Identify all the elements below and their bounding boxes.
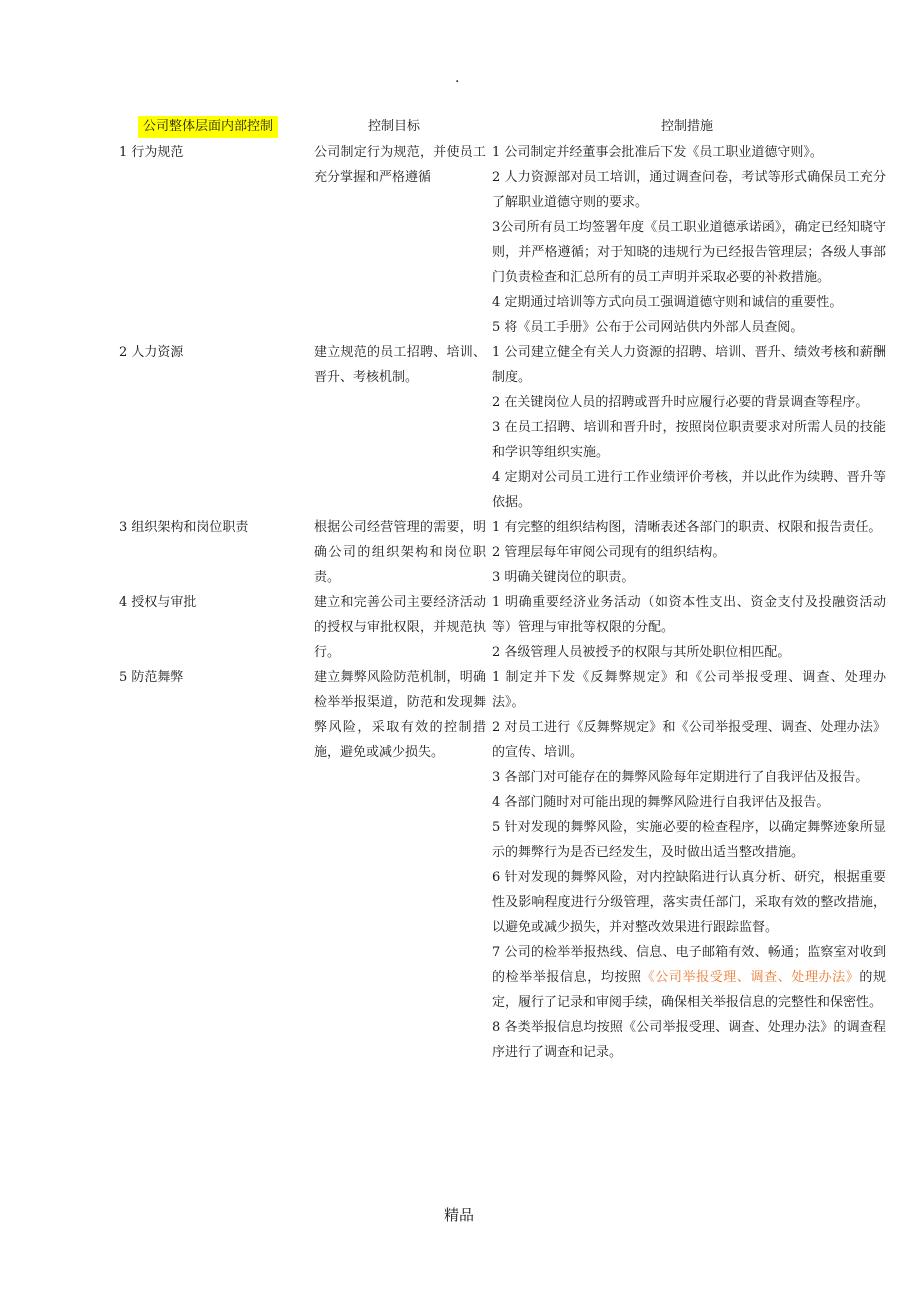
page-top-mark: . — [455, 70, 460, 86]
row-measures — [492, 665, 886, 1065]
measure-item: 1 公司建立健全有关人力资源的招聘、培训、晋升、绩效考核和薪酬制度。 — [492, 345, 886, 385]
table-row — [0, 140, 920, 340]
highlighted-document-title: 《公司举报受理、调查、处理办法》 — [641, 970, 860, 985]
control-table — [0, 140, 920, 1065]
measure-text: 7 公司的检举举报热线、信息、电子邮箱有效、畅通；监察室对收到的检举举报信息，均按照 — [492, 945, 886, 985]
measure-item: 6 针对发现的舞弊风险，对内控缺陷进行认真分析、研究，根据重要性及影响程度进行分级管理，落实责任部门，采取有效的整改措施，以避免或减少损失，并对整改效果进行跟踪监督。 — [492, 870, 886, 935]
page-footer: 精品 — [444, 1206, 475, 1224]
row-goal: 建立和完善公司主要经济活动的授权与审批权限，并规范执行。 — [314, 595, 486, 660]
measure-item: 2 人力资源部对员工培训，通过调查问卷，考试等形式确保员工充分了解职业道德守则的要求。 — [492, 170, 886, 210]
measure-item: 4 定期对公司员工进行工作业绩评价考核，并以此作为续聘、晋升等依据。 — [492, 470, 886, 510]
row-title: 4 授权与审批 — [119, 595, 197, 610]
measure-item — [492, 940, 886, 1015]
row-measures — [492, 590, 886, 665]
row-measures — [492, 515, 886, 590]
measure-item: 3公司所有员工均签署年度《员工职业道德承诺函》，确定已经知晓守则，并严格遵循；对于知晓的违规行为已经报告管理层；各级人事部门负责检查和汇总所有的员工声明并采取必要的补救措施。 — [492, 220, 886, 285]
measure-item: 5 将《员工手册》公布于公司网站供内外部人员查阅。 — [492, 320, 804, 335]
row-goal: 根据公司经营管理的需要，明确公司的组织架构和岗位职责。 — [314, 520, 486, 585]
measure-item: 8 各类举报信息均按照《公司举报受理、调查、处理办法》的调查程序进行了调查和记录。 — [492, 1020, 886, 1060]
header-control-measures: 控制措施 — [661, 119, 714, 134]
measure-item: 3 明确关键岗位的职责。 — [492, 570, 635, 585]
row-goal: 建立规范的员工招聘、培训、晋升、考核机制。 — [314, 345, 486, 385]
row-measures — [492, 340, 886, 515]
measure-item: 3 各部门对可能存在的舞弊风险每年定期进行了自我评估及报告。 — [492, 770, 869, 785]
measure-item: 2 管理层每年审阅公司现有的组织结构。 — [492, 545, 726, 560]
row-measures — [492, 140, 886, 340]
row-title: 2 人力资源 — [119, 345, 184, 360]
measure-item: 3 在员工招聘、培训和晋升时，按照岗位职责要求对所需人员的技能和学识等组织实施。 — [492, 420, 886, 460]
row-title: 3 组织架构和岗位职责 — [119, 520, 249, 535]
measure-item: 1 制定并下发《反舞弊规定》和《公司举报受理、调查、处理办法》。 — [492, 670, 886, 710]
header-control-level: 公司整体层面内部控制 — [138, 116, 278, 138]
table-row — [0, 340, 920, 515]
measure-item: 2 在关键岗位人员的招聘或晋升时应履行必要的背景调查等程序。 — [492, 395, 869, 410]
measure-item: 2 各级管理人员被授予的权限与其所处职位相匹配。 — [492, 645, 791, 660]
measure-item: 5 针对发现的舞弊风险，实施必要的检查程序，以确定舞弊迹象所显示的舞弊行为是否已经发生，及时做出适当整改措施。 — [492, 820, 886, 860]
table-row — [0, 515, 920, 590]
measure-item: 1 明确重要经济业务活动（如资本性支出、资金支付及投融资活动等）管理与审批等权限的分配。 — [492, 595, 886, 635]
table-row — [0, 665, 920, 1065]
row-goal: 建立舞弊风险防范机制，明确检举举报渠道，防范和发现舞弊风险，采取有效的控制措施，避免或减少损失。 — [314, 670, 486, 760]
measure-text: 的规定，履行了记录和审阅手续，确保相关举报信息的完整性和保密性。 — [492, 970, 886, 1010]
row-title: 1 行为规范 — [119, 145, 184, 160]
measure-item: 1 公司制定并经董事会批准后下发《员工职业道德守则》。 — [492, 145, 823, 160]
row-goal: 公司制定行为规范，并使员工充分掌握和严格遵循 — [314, 145, 486, 185]
measure-item: 1 有完整的组织结构图，清晰表述各部门的职责、权限和报告责任。 — [492, 520, 882, 535]
measure-item: 4 定期通过培训等方式向员工强调道德守则和诚信的重要性。 — [492, 295, 843, 310]
table-header — [0, 116, 920, 138]
table-row — [0, 590, 920, 665]
row-title: 5 防范舞弊 — [119, 670, 184, 685]
header-control-goal: 控制目标 — [368, 119, 421, 134]
measure-item: 2 对员工进行《反舞弊规定》和《公司举报受理、调查、处理办法》的宣传、培训。 — [492, 720, 886, 760]
measure-item: 4 各部门随时对可能出现的舞弊风险进行自我评估及报告。 — [492, 795, 830, 810]
